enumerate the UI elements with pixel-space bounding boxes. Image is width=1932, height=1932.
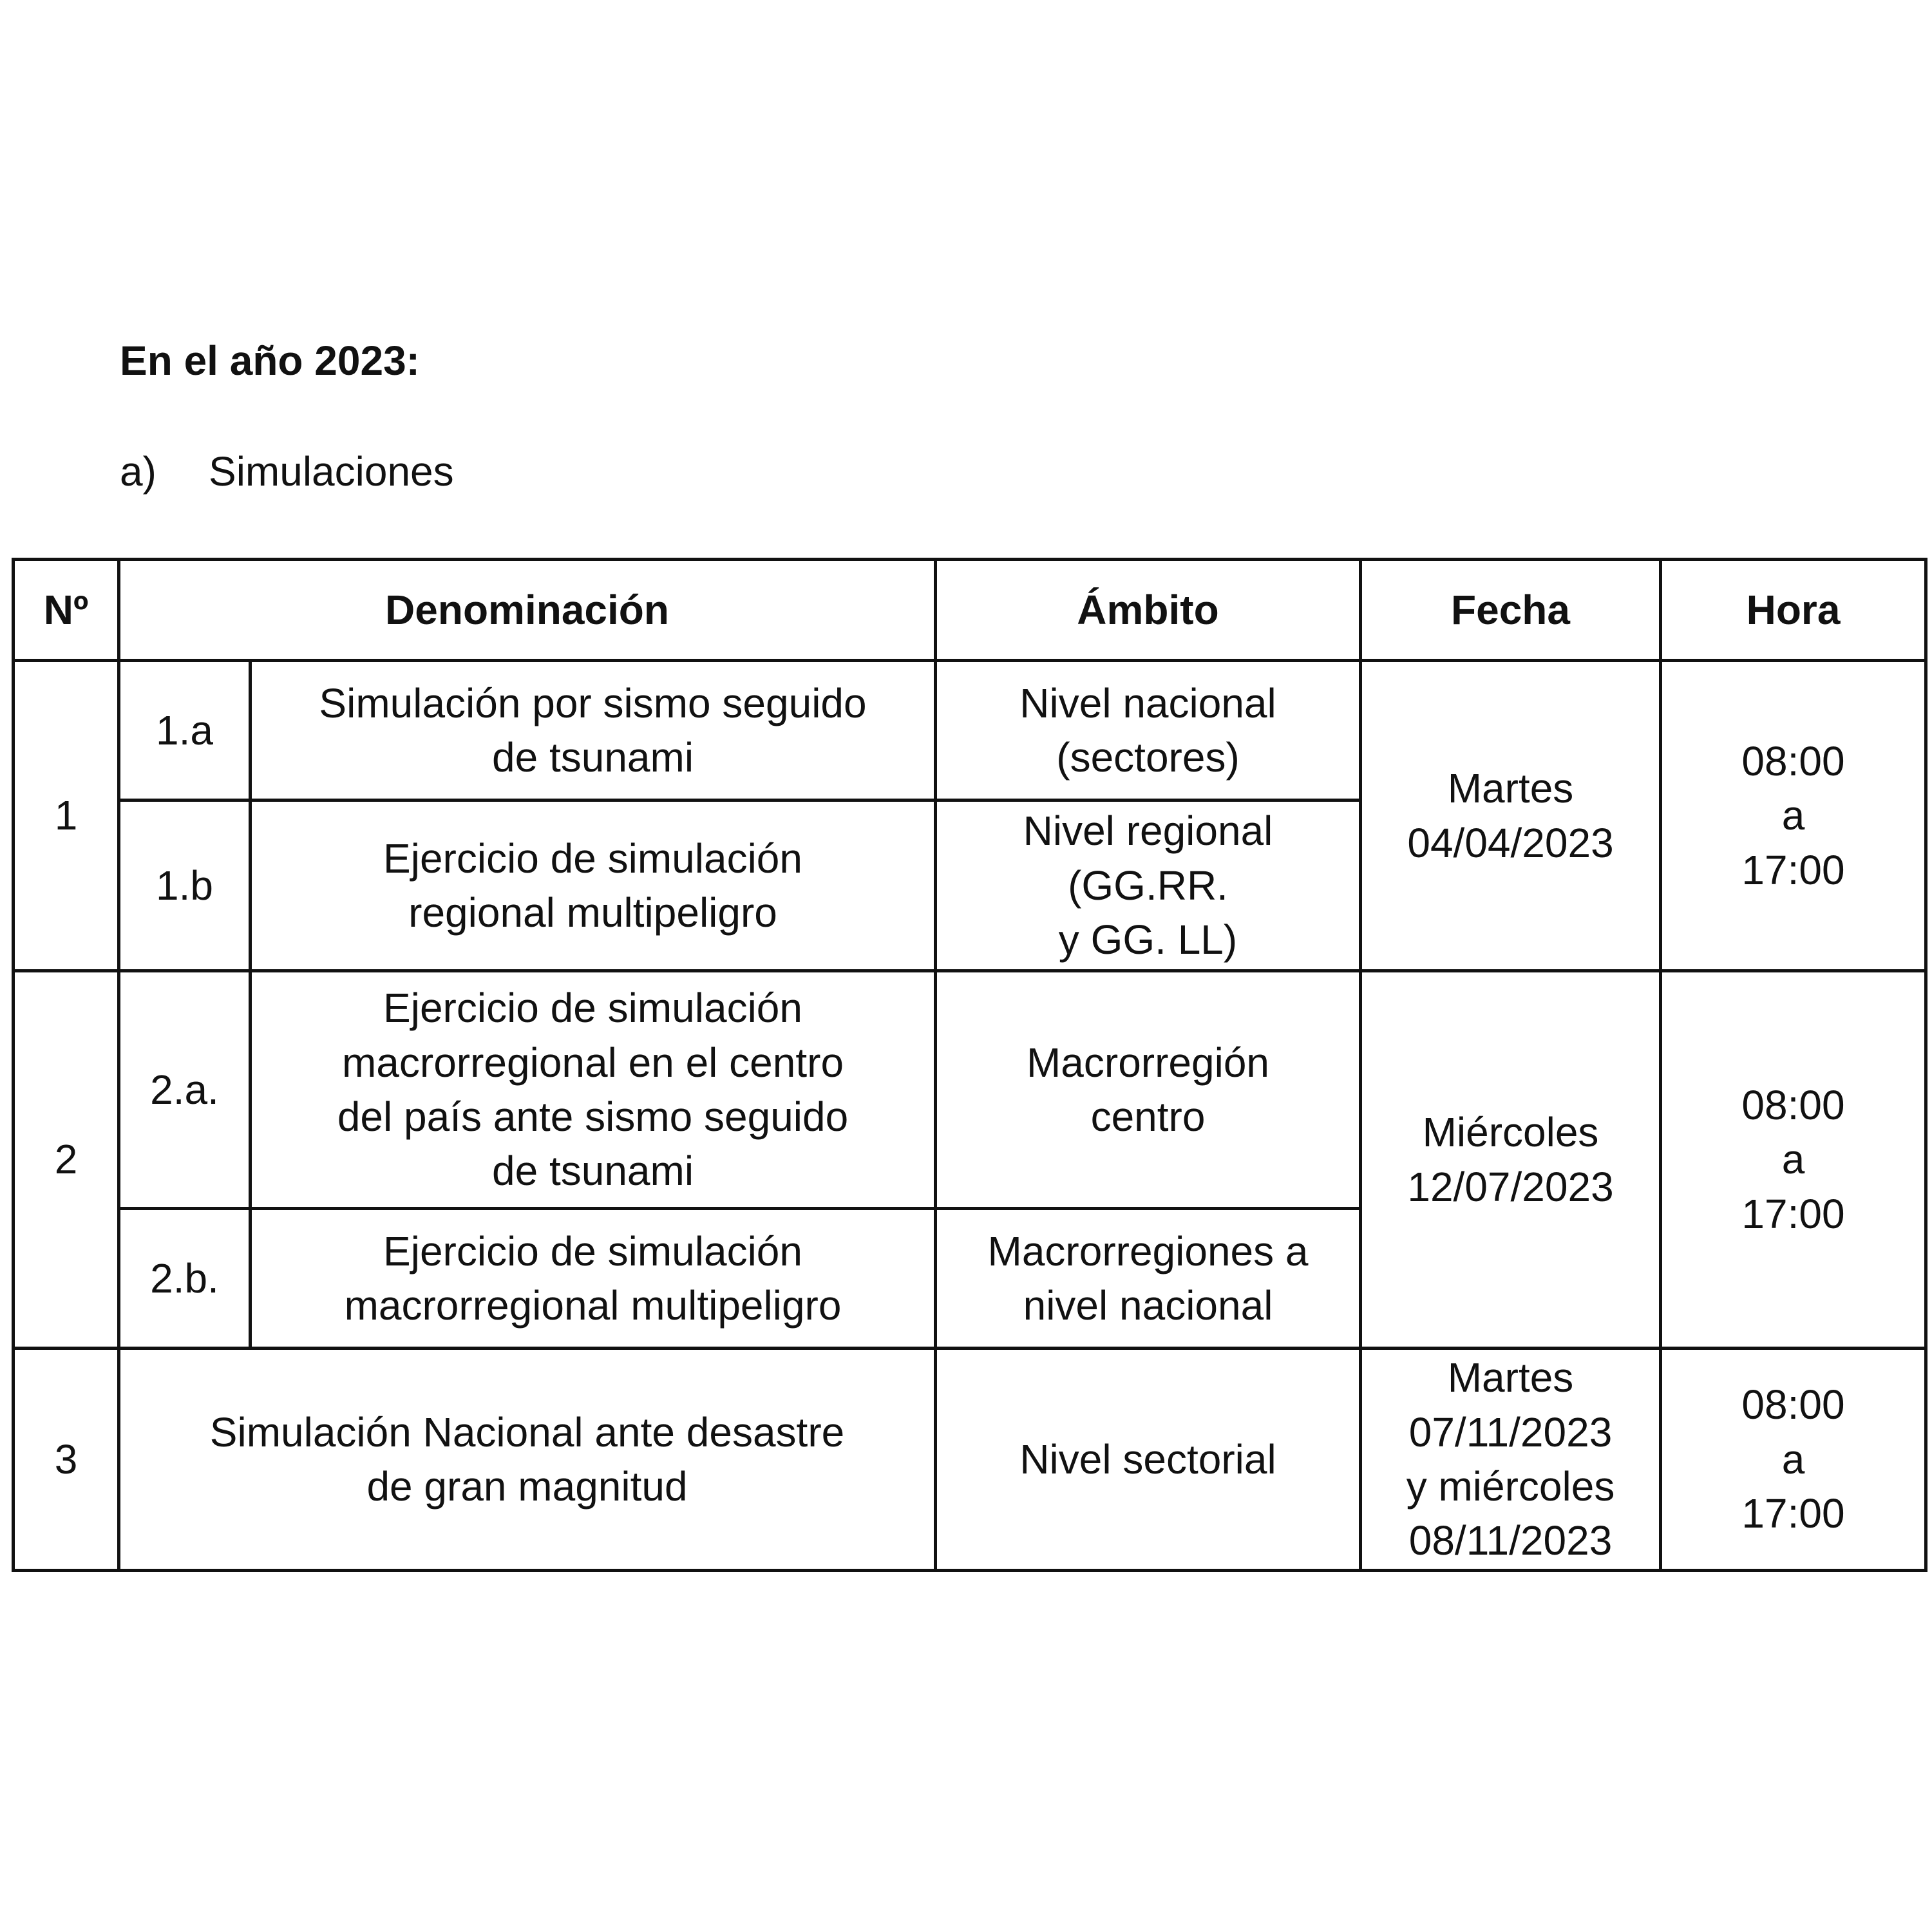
group-time: 08:00 a 17:00 <box>1661 1349 1926 1571</box>
item-name: Ejercicio de simulación macrorregional en el centro del país ante sismo seguido de tsunami <box>251 971 936 1209</box>
item-name: Ejercicio de simulación macrorregional multipeligro <box>251 1209 936 1349</box>
subsection-heading <box>120 448 454 495</box>
item-name: Simulación Nacional ante desastre de gran magnitud <box>119 1349 936 1571</box>
item-code: 2.b. <box>119 1209 251 1349</box>
table-header-row <box>14 560 1926 661</box>
group-time: 08:00 a 17:00 <box>1661 661 1926 971</box>
item-scope: Nivel sectorial <box>936 1349 1361 1571</box>
item-scope: Nivel regional (GG.RR. y GG. LL) <box>936 800 1361 971</box>
item-scope: Macrorregiones a nivel nacional <box>936 1209 1361 1349</box>
item-code: 2.a. <box>119 971 251 1209</box>
item-code: 1.b <box>119 800 251 971</box>
simulations-table <box>12 558 1927 1572</box>
group-number: 1 <box>14 661 119 971</box>
section-heading: En el año 2023: <box>120 337 420 384</box>
item-name: Ejercicio de simulación regional multipeligro <box>251 800 936 971</box>
group-date: Miércoles 12/07/2023 <box>1361 971 1661 1349</box>
header-denomination: Denominación <box>119 560 936 661</box>
subsection-title: Simulaciones <box>209 448 454 495</box>
header-time: Hora <box>1661 560 1926 661</box>
item-code: 1.a <box>119 661 251 800</box>
header-date: Fecha <box>1361 560 1661 661</box>
item-scope: Macrorregión centro <box>936 971 1361 1209</box>
group-date: Martes 04/04/2023 <box>1361 661 1661 971</box>
subsection-letter: a) <box>120 448 156 495</box>
group-number: 2 <box>14 971 119 1349</box>
header-scope: Ámbito <box>936 560 1361 661</box>
group-number: 3 <box>14 1349 119 1571</box>
table-row <box>14 1349 1926 1571</box>
header-number: Nº <box>14 560 119 661</box>
table-row <box>14 971 1926 1209</box>
group-date: Martes 07/11/2023 y miércoles 08/11/2023 <box>1361 1349 1661 1571</box>
group-time: 08:00 a 17:00 <box>1661 971 1926 1349</box>
item-name: Simulación por sismo seguido de tsunami <box>251 661 936 800</box>
item-scope: Nivel nacional (sectores) <box>936 661 1361 800</box>
table-row <box>14 661 1926 800</box>
